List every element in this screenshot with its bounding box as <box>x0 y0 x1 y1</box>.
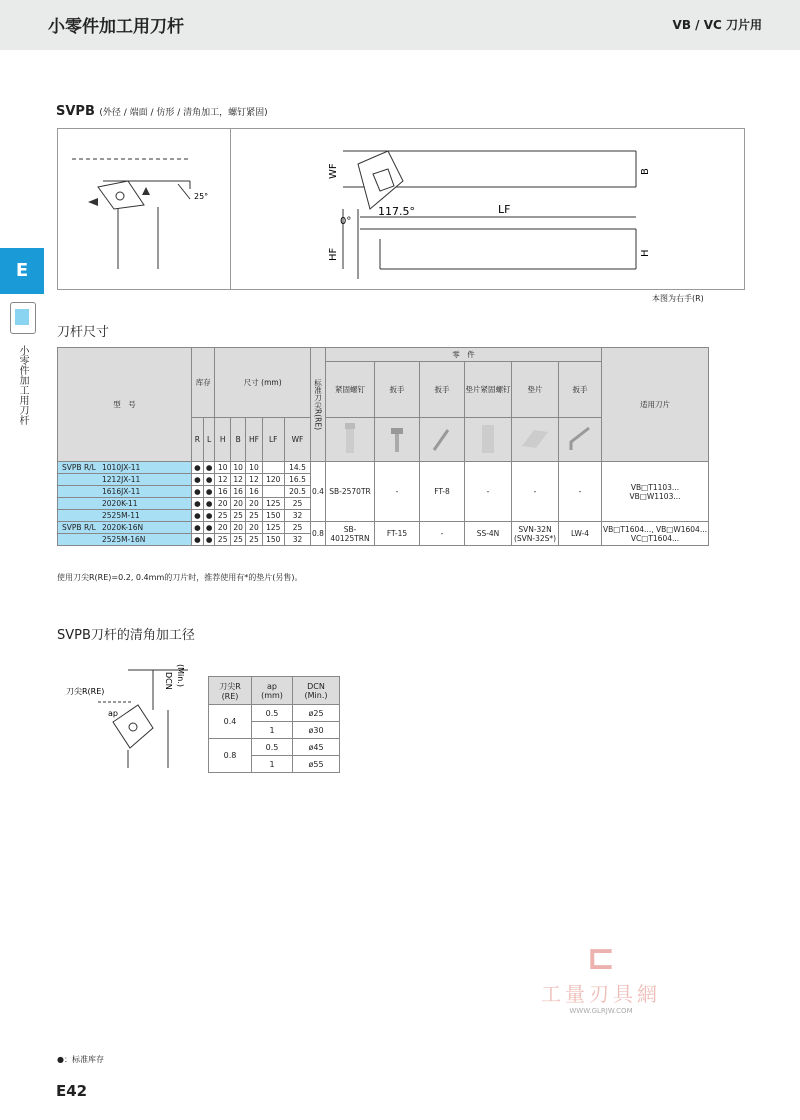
model-number: 2020K-16N <box>102 523 144 532</box>
cell-lf: 150 <box>262 534 284 546</box>
cell-hf: 25 <box>246 510 262 522</box>
side-vertical-label: 小零件加工用刀杆 <box>17 345 28 425</box>
section-subtitle: (外径 / 端面 / 仿形 / 清角加工，螺钉紧固) <box>99 108 268 118</box>
tool-holder-icon <box>10 302 36 334</box>
header-part-wrench2: 扳手 <box>420 362 465 418</box>
model-number: 1616JX-11 <box>102 487 141 496</box>
section-code: SVPB <box>56 104 95 119</box>
cell-h: 12 <box>215 474 230 486</box>
model-number: 2525M-16N <box>102 535 146 544</box>
dcn-ap: 1 <box>252 722 293 739</box>
model-number: 2020K-11 <box>102 499 138 508</box>
figure-angle-117: 117.5° <box>378 205 415 218</box>
cell-l: ● <box>203 474 215 486</box>
cell-r: ● <box>192 474 204 486</box>
toolholder-drawing <box>58 129 744 289</box>
cell-lf <box>262 486 284 498</box>
cell-wf: 14.5 <box>284 462 310 474</box>
header-dimensions: 尺寸 (mm) <box>215 348 311 418</box>
footnote: 使用刀尖R(RE)=0.2, 0.4mm的刀片时，推荐使用有*的垫片(另售)。 <box>57 573 303 582</box>
figure-lf: LF <box>498 203 511 216</box>
cell-lf <box>262 462 284 474</box>
cell-b: 10 <box>230 462 245 474</box>
wrench-icon <box>375 418 420 462</box>
part-cell: - <box>465 462 512 522</box>
dcn-section-title: SVPB刀杆的清角加工径 <box>57 628 195 643</box>
cell-h: 10 <box>215 462 230 474</box>
cell-lf: 150 <box>262 510 284 522</box>
header-model: 型 号 <box>58 348 192 462</box>
dcn-header-ap: ap (mm) <box>252 677 293 705</box>
key-icon <box>420 418 465 462</box>
cell-b: 12 <box>230 474 245 486</box>
cell-r: ● <box>192 498 204 510</box>
model-cell <box>58 498 192 510</box>
part-cell: - <box>512 462 559 522</box>
hex-key-icon <box>559 418 602 462</box>
cell-r: ● <box>192 534 204 546</box>
dcn-ap: 0.5 <box>252 705 293 722</box>
insert-cell: VB□T1103... VB□W1103... <box>602 462 709 522</box>
toolholder-figure <box>57 128 745 290</box>
cell-hf: 10 <box>246 462 262 474</box>
table-row <box>58 462 709 474</box>
cell-l: ● <box>203 498 215 510</box>
cell-r: ● <box>192 486 204 498</box>
dcn-table <box>208 676 340 773</box>
header-wf: WF <box>284 418 310 462</box>
cell-h: 25 <box>215 510 230 522</box>
cell-wf: 16.5 <box>284 474 310 486</box>
cell-b: 20 <box>230 498 245 510</box>
cell-r: ● <box>192 510 204 522</box>
part-cell: FT-8 <box>420 462 465 522</box>
model-prefix: SVPB R/L <box>62 463 96 472</box>
header-insert-type: VB / VC 刀片用 <box>672 18 762 32</box>
model-cell <box>58 486 192 498</box>
page-title: 小零件加工用刀杆 <box>48 17 184 37</box>
dcn-header-re: 刀尖R (RE) <box>209 677 252 705</box>
cell-h: 25 <box>215 534 230 546</box>
header-l: L <box>203 418 215 462</box>
corner-radius-cell: 0.4 <box>311 462 326 522</box>
stock-legend: ●：标准库存 <box>57 1055 104 1064</box>
dcn-figure <box>58 660 208 770</box>
dimension-table <box>57 347 709 546</box>
header-part-shim: 垫片 <box>512 362 559 418</box>
header-lf: LF <box>262 418 284 462</box>
corner-radius-cell: 0.8 <box>311 522 326 546</box>
cell-r: ● <box>192 462 204 474</box>
dcn-re-04: 0.4 <box>209 705 252 739</box>
cell-lf: 120 <box>262 474 284 486</box>
figure-b: B <box>640 168 651 175</box>
cell-wf: 25 <box>284 522 310 534</box>
watermark-name: 工量刃具網 <box>541 982 661 1006</box>
header-part-shim-screw: 垫片紧固螺钉 <box>465 362 512 418</box>
part-cell: - <box>420 522 465 546</box>
header-part-wrench3: 扳手 <box>559 362 602 418</box>
cell-h: 20 <box>215 522 230 534</box>
figure-angle-25: 25° <box>194 192 209 201</box>
part-cell: SB-2570TR <box>326 462 375 522</box>
figure-note: 本图为右手(R) <box>652 294 704 303</box>
section-title <box>56 104 268 119</box>
figure-wf: WF <box>328 163 339 179</box>
shim-screw-icon <box>465 418 512 462</box>
header-applicable-insert: 适用刀片 <box>602 348 709 462</box>
dcn-value: ø30 <box>293 722 340 739</box>
screw-icon <box>326 418 375 462</box>
dcn-fig-ap: ap <box>108 709 118 718</box>
dcn-re-08: 0.8 <box>209 739 252 773</box>
cell-l: ● <box>203 534 215 546</box>
figure-hf: HF <box>328 247 339 261</box>
model-cell <box>58 522 192 534</box>
cell-wf: 32 <box>284 534 310 546</box>
part-cell: - <box>375 462 420 522</box>
model-number: 1212JX-11 <box>102 475 141 484</box>
model-cell <box>58 474 192 486</box>
cell-l: ● <box>203 462 215 474</box>
dcn-header-dcn: DCN (Min.) <box>293 677 340 705</box>
dcn-value: ø45 <box>293 739 340 756</box>
cell-h: 20 <box>215 498 230 510</box>
model-cell <box>58 510 192 522</box>
dcn-value: ø55 <box>293 756 340 773</box>
header-parts: 零 件 <box>326 348 602 362</box>
cell-l: ● <box>203 486 215 498</box>
dcn-fig-min: (Min.) <box>176 664 185 687</box>
header-part-screw: 紧固螺钉 <box>326 362 375 418</box>
page-number: E42 <box>56 1082 88 1100</box>
part-cell: SS-4N <box>465 522 512 546</box>
cell-hf: 12 <box>246 474 262 486</box>
watermark <box>536 938 666 1015</box>
model-cell <box>58 462 192 474</box>
cell-wf: 32 <box>284 510 310 522</box>
model-prefix: SVPB R/L <box>62 523 96 532</box>
dcn-ap: 1 <box>252 756 293 773</box>
table-row <box>58 522 709 534</box>
header-corner-radius: 标准刀尖R(RE) <box>311 348 326 462</box>
header-h: H <box>215 418 230 462</box>
insert-cell: VB□T1604..., VB□W1604... VC□T1604... <box>602 522 709 546</box>
shim-icon <box>512 418 559 462</box>
cell-b: 20 <box>230 522 245 534</box>
part-cell: FT-15 <box>375 522 420 546</box>
cell-hf: 25 <box>246 534 262 546</box>
dimension-table-title: 刀杆尺寸 <box>57 325 110 340</box>
model-number: 1010JX-11 <box>102 463 141 472</box>
cell-hf: 20 <box>246 522 262 534</box>
cell-r: ● <box>192 522 204 534</box>
header-part-wrench1: 扳手 <box>375 362 420 418</box>
cell-hf: 16 <box>246 486 262 498</box>
dcn-value: ø25 <box>293 705 340 722</box>
part-cell: SVN-32N (SVN-32S*) <box>512 522 559 546</box>
cell-h: 16 <box>215 486 230 498</box>
model-number: 2525M-11 <box>102 511 140 520</box>
part-cell: SB-40125TRN <box>326 522 375 546</box>
watermark-logo: ⊏ <box>586 938 616 978</box>
cell-l: ● <box>203 522 215 534</box>
dcn-ap: 0.5 <box>252 739 293 756</box>
part-cell: - <box>559 462 602 522</box>
page-header <box>0 0 800 50</box>
header-stock: 库存 <box>192 348 215 418</box>
header-b: B <box>230 418 245 462</box>
cell-lf: 125 <box>262 522 284 534</box>
figure-h: H <box>640 249 651 257</box>
watermark-url: WWW.GLRJW.COM <box>569 1007 633 1015</box>
dcn-fig-re-label: 刀尖R(RE) <box>66 687 105 696</box>
cell-b: 16 <box>230 486 245 498</box>
cell-b: 25 <box>230 510 245 522</box>
model-cell <box>58 534 192 546</box>
cell-hf: 20 <box>246 498 262 510</box>
cell-wf: 25 <box>284 498 310 510</box>
header-r: R <box>192 418 204 462</box>
part-cell: LW-4 <box>559 522 602 546</box>
cell-l: ● <box>203 510 215 522</box>
dcn-fig-dcn: DCN <box>164 672 173 690</box>
cell-lf: 125 <box>262 498 284 510</box>
figure-angle-zero: 0° <box>340 216 352 227</box>
side-tab-e: E <box>0 248 44 294</box>
header-hf: HF <box>246 418 262 462</box>
cell-wf: 20.5 <box>284 486 310 498</box>
cell-b: 25 <box>230 534 245 546</box>
